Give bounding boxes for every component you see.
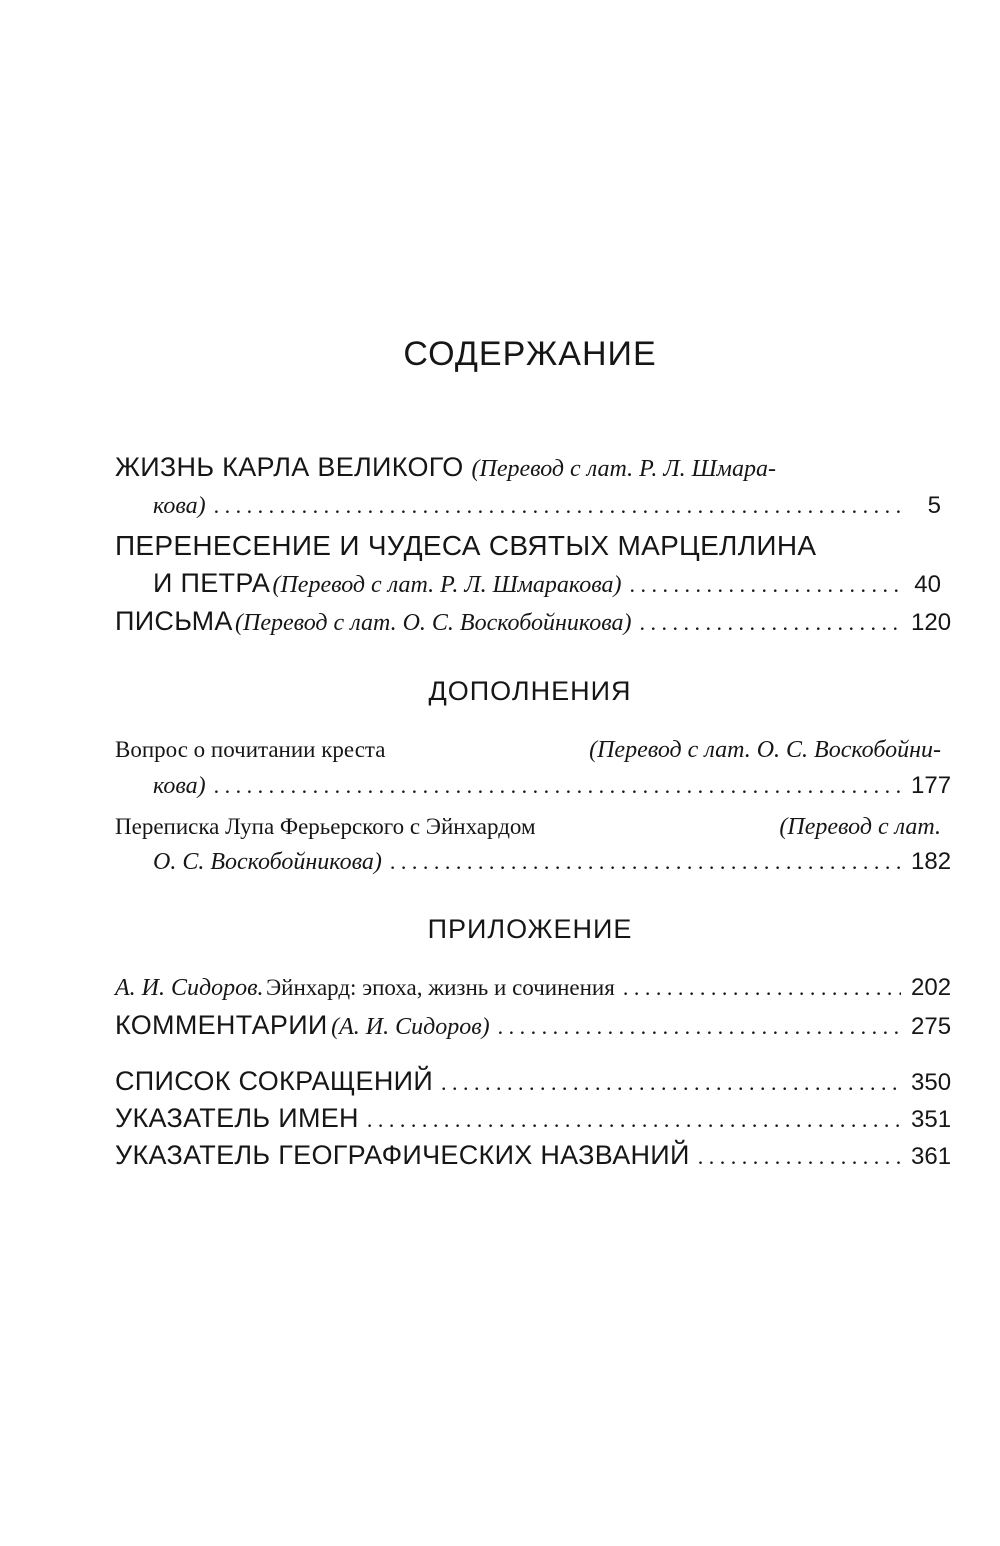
page-title: СОДЕРЖАНИЕ bbox=[403, 335, 657, 373]
section-heading-supplements: ДОПОЛНЕНИЯ bbox=[428, 676, 632, 706]
toc-entry-essay bbox=[115, 974, 952, 1002]
page-number: 202 bbox=[911, 974, 952, 1001]
entry-title: ПИСЬМА bbox=[115, 606, 233, 636]
dot-leader bbox=[214, 773, 901, 799]
entry-credit: (Перевод с лат. О. С. Воскобойникова) bbox=[235, 610, 632, 636]
page-number: 177 bbox=[911, 772, 952, 799]
entry-title: УКАЗАТЕЛЬ ГЕОГРАФИЧЕСКИХ НАЗВАНИЙ bbox=[115, 1140, 690, 1170]
toc-entry-translation-line2 bbox=[153, 568, 941, 599]
entry-credit-cont: кова) bbox=[153, 493, 206, 519]
toc-entry-translation-line1 bbox=[115, 530, 941, 562]
page-number: 5 bbox=[927, 492, 941, 519]
page-number: 120 bbox=[911, 609, 952, 636]
entry-title-cont: И ПЕТРА bbox=[153, 568, 271, 598]
toc-entry-abbreviations bbox=[115, 1066, 952, 1097]
entry-credit: (А. И. Сидоров) bbox=[331, 1014, 490, 1040]
page-number: 351 bbox=[911, 1106, 952, 1133]
dot-leader bbox=[630, 572, 902, 598]
entry-title: ЖИЗНЬ КАРЛА ВЕЛИКОГО bbox=[115, 452, 464, 482]
entry-credit: (Перевод с лат. Р. Л. Шмара- bbox=[471, 456, 776, 482]
toc-entry-karl-line1 bbox=[115, 452, 941, 483]
dot-leader bbox=[214, 493, 901, 519]
dot-leader bbox=[639, 610, 901, 636]
dot-leader bbox=[390, 849, 901, 875]
toc-entry-karl-line2 bbox=[153, 492, 941, 520]
dot-leader bbox=[698, 1144, 901, 1170]
entry-credit-cont: кова) bbox=[153, 773, 206, 799]
dot-leader bbox=[441, 1070, 901, 1096]
toc-entry-name-index bbox=[115, 1103, 952, 1134]
page-number: 350 bbox=[911, 1069, 952, 1096]
entry-title: ПЕРЕНЕСЕНИЕ И ЧУДЕСА СВЯТЫХ МАРЦЕЛЛИНА bbox=[115, 530, 817, 561]
entry-title: Переписка Лупа Ферьерского с Эйнхардом bbox=[115, 814, 536, 839]
toc-entry-cross-line1 bbox=[115, 737, 941, 764]
dot-leader bbox=[367, 1107, 901, 1133]
dot-leader bbox=[623, 975, 901, 1001]
entry-credit: (Перевод с лат. О. С. Воскобойни- bbox=[589, 737, 941, 763]
section-heading-appendix: ПРИЛОЖЕНИЕ bbox=[427, 914, 633, 944]
page-number: 182 bbox=[911, 848, 952, 875]
toc-entry-cross-line2 bbox=[153, 772, 952, 800]
entry-title: Эйнхард: эпоха, жизнь и сочинения bbox=[265, 975, 615, 1000]
toc-entry-letters bbox=[115, 606, 952, 637]
entry-credit-cont: О. С. Воскобойникова) bbox=[153, 849, 382, 875]
entry-title: УКАЗАТЕЛЬ ИМЕН bbox=[115, 1103, 359, 1133]
toc-entry-commentary bbox=[115, 1010, 952, 1041]
entry-title: Вопрос о почитании креста bbox=[115, 737, 386, 762]
page-number: 275 bbox=[911, 1013, 952, 1040]
page-number: 361 bbox=[911, 1143, 952, 1170]
toc-entry-geo-index bbox=[115, 1140, 952, 1171]
entry-title: КОММЕНТАРИИ bbox=[115, 1010, 328, 1040]
entry-credit: (Перевод с лат. bbox=[779, 814, 941, 840]
toc-entry-lupus-line1 bbox=[115, 814, 941, 841]
entry-title: СПИСОК СОКРАЩЕНИЙ bbox=[115, 1066, 434, 1096]
page-number: 40 bbox=[914, 571, 941, 598]
entry-credit: (Перевод с лат. Р. Л. Шмаракова) bbox=[272, 572, 622, 598]
dot-leader bbox=[498, 1014, 901, 1040]
entry-author: А. И. Сидоров. bbox=[115, 975, 264, 1001]
toc-entry-lupus-line2 bbox=[153, 848, 952, 876]
